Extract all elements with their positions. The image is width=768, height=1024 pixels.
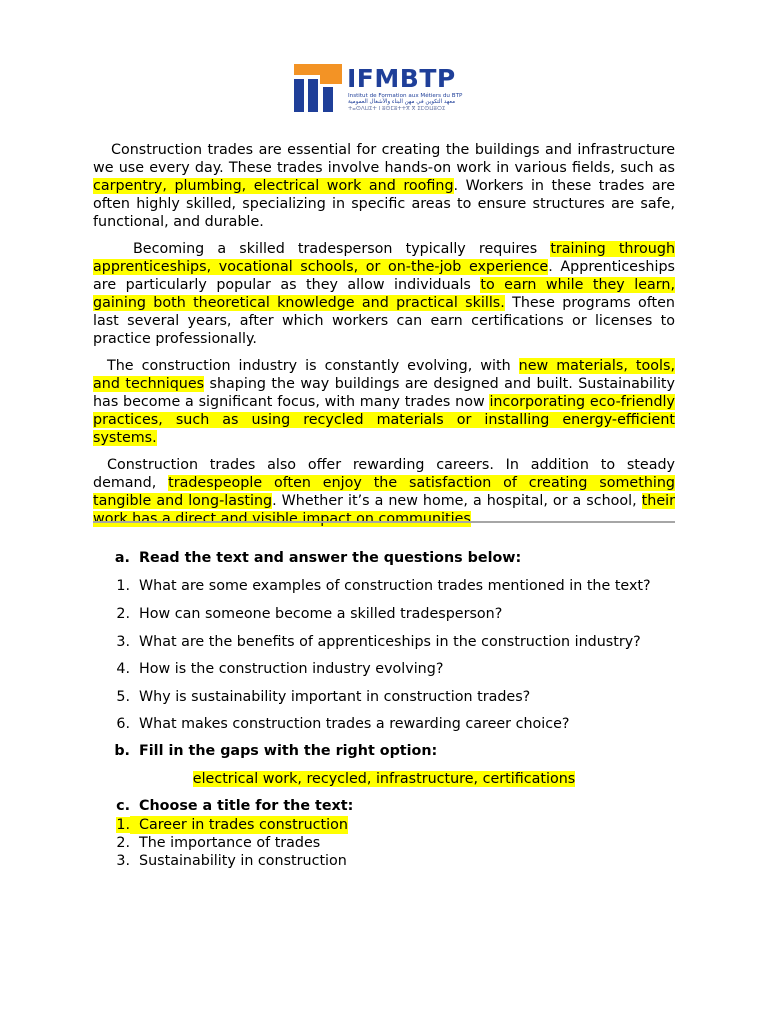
highlighted-text-run: tradespeople often enjoy the satisfaction of creating something tangible and long-lasting bbox=[93, 475, 675, 509]
section-divider bbox=[93, 521, 675, 523]
question-number: 2. bbox=[116, 606, 130, 622]
title-option-text: The importance of trades bbox=[139, 835, 321, 851]
text-run: Construction trades are essential for creating the buildings and infrastructure we use every day. These trades involve hands-on work in various fields, such as bbox=[93, 142, 675, 176]
section-marker: c. bbox=[116, 798, 130, 814]
section-marker: b. bbox=[114, 743, 130, 759]
question-text: What makes construction trades a rewarding career choice? bbox=[139, 716, 570, 732]
paragraph-1 bbox=[93, 141, 675, 231]
title-option-number-text: 1. bbox=[116, 817, 130, 833]
text-run: These programs often last several years, after which workers can earn certifications or licenses to practice professionally. bbox=[93, 295, 675, 347]
question-number: 1. bbox=[116, 578, 130, 594]
question-text: What are the benefits of apprenticeships in the construction industry? bbox=[139, 634, 641, 650]
question-number: 6. bbox=[116, 716, 130, 732]
text-run: shaping the way buildings are designed and built. Sustainability has become a significant focus, with many trades now bbox=[93, 376, 675, 410]
ifmbtp-logo-mark-icon bbox=[294, 64, 342, 112]
highlighted-text-run: carpentry, plumbing, electrical work and roofing bbox=[93, 178, 454, 194]
text-run: . bbox=[470, 511, 476, 527]
question-number: 4. bbox=[116, 661, 130, 677]
logo-subtitle-tifinagh: ⵜⴰⵙⴷⵡⵉⵜ ⵏ ⵓⵙⵎⵓⵜⵜⴳ ⴳ ⵉⵎⵙⵡⵓⵔⵉ bbox=[348, 106, 446, 112]
title-option-number: 3. bbox=[116, 853, 130, 869]
highlighted-text-run: new materials, tools, and techniques bbox=[93, 358, 675, 392]
text-run: The construction industry is constantly evolving, with bbox=[107, 358, 519, 374]
highlighted-text-run: incorporating eco-friendly practices, such as using recycled materials or installing energy-efficient systems. bbox=[93, 394, 675, 446]
section-heading-text: Read the text and answer the questions below: bbox=[139, 550, 522, 566]
title-option-text: Career in trades construction bbox=[130, 816, 348, 834]
question-number: 3. bbox=[116, 634, 130, 650]
highlighted-text-run: training through apprenticeships, vocational schools, or on-the-job experience bbox=[93, 241, 676, 275]
question-text: How is the construction industry evolving? bbox=[139, 661, 444, 677]
paragraph-2 bbox=[93, 240, 675, 348]
text-run: . Apprenticeships are particularly popular as they allow individuals bbox=[93, 259, 675, 293]
section-heading-text: Fill in the gaps with the right option: bbox=[139, 743, 438, 759]
reading-text bbox=[93, 141, 675, 537]
question-number: 5. bbox=[116, 689, 130, 705]
section-heading-text: Choose a title for the text: bbox=[139, 798, 354, 814]
logo-subtitle-ar: معهد التكوين في مهن البناء والأشغال العمومية bbox=[348, 99, 456, 105]
title-option-number bbox=[0, 816, 130, 834]
text-run: . Whether it’s a new home, a hospital, or a school, bbox=[272, 493, 642, 509]
question-text: How can someone become a skilled tradesperson? bbox=[139, 606, 503, 622]
question-text: Why is sustainability important in construction trades? bbox=[139, 689, 531, 705]
ifmbtp-logo bbox=[294, 64, 474, 112]
gap-fill-options bbox=[0, 770, 768, 788]
question-text: What are some examples of construction trades mentioned in the text? bbox=[139, 578, 651, 594]
text-run: . Workers in these trades are often highly skilled, specializing in specific areas to ensure structures are safe, functional, and durable. bbox=[93, 178, 675, 230]
section-marker: a. bbox=[114, 550, 130, 566]
text-run: Becoming a skilled tradesperson typically requires bbox=[133, 241, 551, 257]
title-option-number: 2. bbox=[116, 835, 130, 851]
title-option-text: Sustainability in construction bbox=[139, 853, 347, 869]
highlighted-text-run: to earn while they learn, gaining both theoretical knowledge and practical skills. bbox=[93, 277, 675, 311]
highlighted-text-run: their work has a direct and visible impact on communities bbox=[93, 493, 675, 527]
logo-name: IFMBTP bbox=[347, 64, 456, 93]
logo-subtitle-fr: Institut de Formation aux Métiers du BTP bbox=[348, 93, 463, 99]
paragraph-3 bbox=[93, 357, 675, 447]
text-run: Construction trades also offer rewarding careers. In addition to steady demand, bbox=[93, 457, 675, 491]
gap-fill-options-text: electrical work, recycled, infrastructure, certifications bbox=[192, 771, 576, 787]
paragraph-4 bbox=[93, 456, 675, 528]
